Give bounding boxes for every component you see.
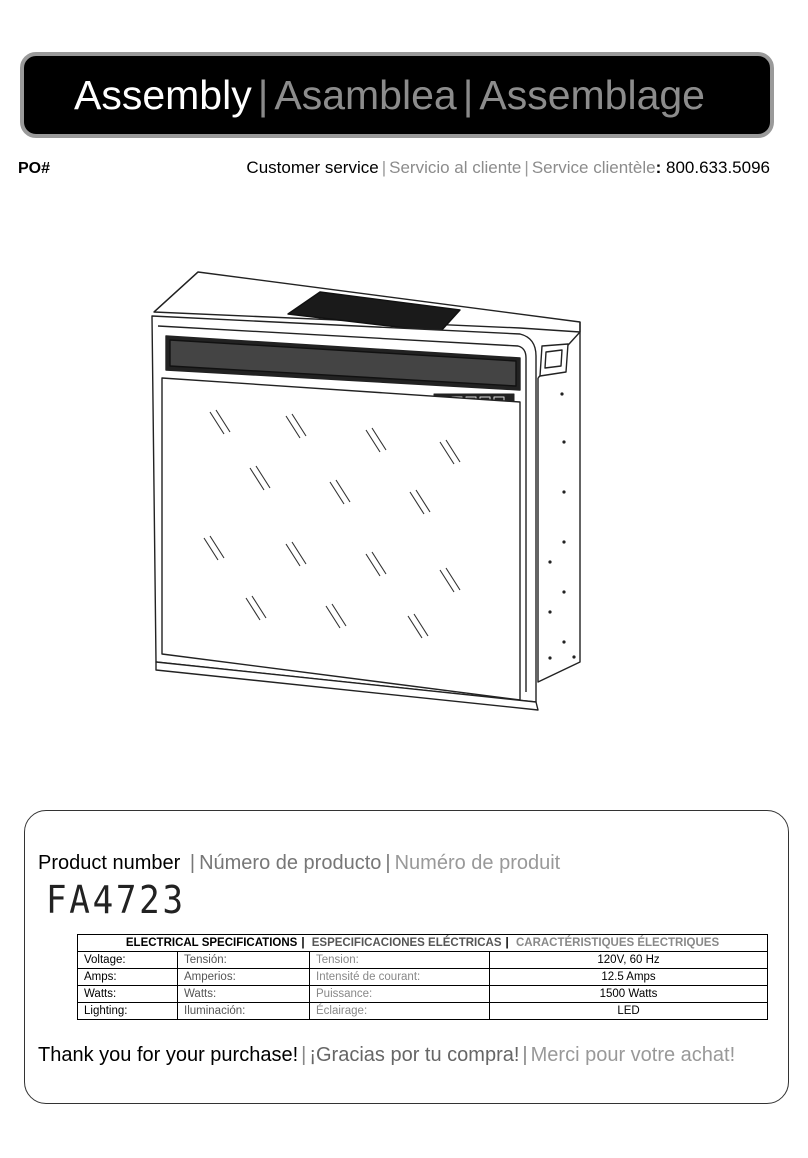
fireplace-insert-illustration (140, 262, 590, 722)
spec-value: 12.5 Amps (490, 969, 768, 986)
specs-header-row: ELECTRICAL SPECIFICATIONS | ESPECIFICACIONES ELÉCTRICAS | CARACTÉRISTIQUES ÉLECTRIQUES (78, 935, 768, 952)
title-separator: | (257, 71, 269, 118)
thanks-es: ¡Gracias por tu compra! (309, 1044, 520, 1066)
specs-header-es: ESPECIFICACIONES ELÉCTRICAS (311, 937, 502, 949)
spec-label-es: Watts: (178, 986, 310, 1003)
specs-header-fr: CARACTÉRISTIQUES ÉLECTRIQUES (515, 937, 720, 949)
spec-label-es: Tensión: (178, 952, 310, 969)
customer-service-line: Customer service | Servicio al cliente | Service clientèle: 800.633.5096 (246, 158, 770, 177)
spec-label-es: Amperios: (178, 969, 310, 986)
title-banner (20, 52, 774, 138)
thanks-en: Thank you for your purchase! (38, 1044, 299, 1066)
thanks-fr: Merci pour votre achat! (530, 1044, 736, 1066)
product-label-es: Número de producto (199, 852, 382, 874)
spec-label-fr: Intensité de courant: (310, 969, 490, 986)
title-separator: | (462, 71, 474, 118)
product-label-fr: Numéro de produit (394, 852, 561, 874)
specs-header-en: ELECTRICAL SPECIFICATIONS (125, 937, 298, 949)
customer-service-en: Customer service (246, 158, 379, 177)
spec-label-en: Voltage: (78, 952, 178, 969)
customer-service-fr: Service clientèle (531, 158, 656, 177)
spec-label-en: Lighting: (78, 1003, 178, 1020)
spec-value: 1500 Watts (490, 986, 768, 1003)
thank-you-line: Thank you for your purchase! | ¡Gracias por tu compra! | Merci pour votre achat! (38, 1044, 736, 1066)
spec-label-en: Amps: (78, 969, 178, 986)
spec-label-en: Watts: (78, 986, 178, 1003)
title-es: Asamblea (274, 71, 457, 118)
table-row (78, 1003, 768, 1020)
spec-label-fr: Puissance: (310, 986, 490, 1003)
table-row (78, 952, 768, 969)
product-label-en: Product number (38, 852, 181, 874)
title-en: Assembly (74, 71, 252, 118)
title-fr: Assemblage (479, 71, 705, 118)
product-number-label: Product number | Número de producto | Numéro de produit (38, 852, 561, 874)
table-row (78, 986, 768, 1003)
table-row (78, 969, 768, 986)
po-label: PO# (18, 160, 51, 177)
spec-label-es: Iluminación: (178, 1003, 310, 1020)
spec-label-fr: Tension: (310, 952, 490, 969)
spec-value: LED (490, 1003, 768, 1020)
electrical-specs-table (77, 934, 768, 1020)
customer-service-es: Servicio al cliente (389, 158, 522, 177)
customer-service-phone: 800.633.5096 (666, 158, 770, 177)
spec-value: 120V, 60 Hz (490, 952, 768, 969)
product-model-number: FA4723 (46, 878, 186, 922)
spec-label-fr: Éclairage: (310, 1003, 490, 1020)
